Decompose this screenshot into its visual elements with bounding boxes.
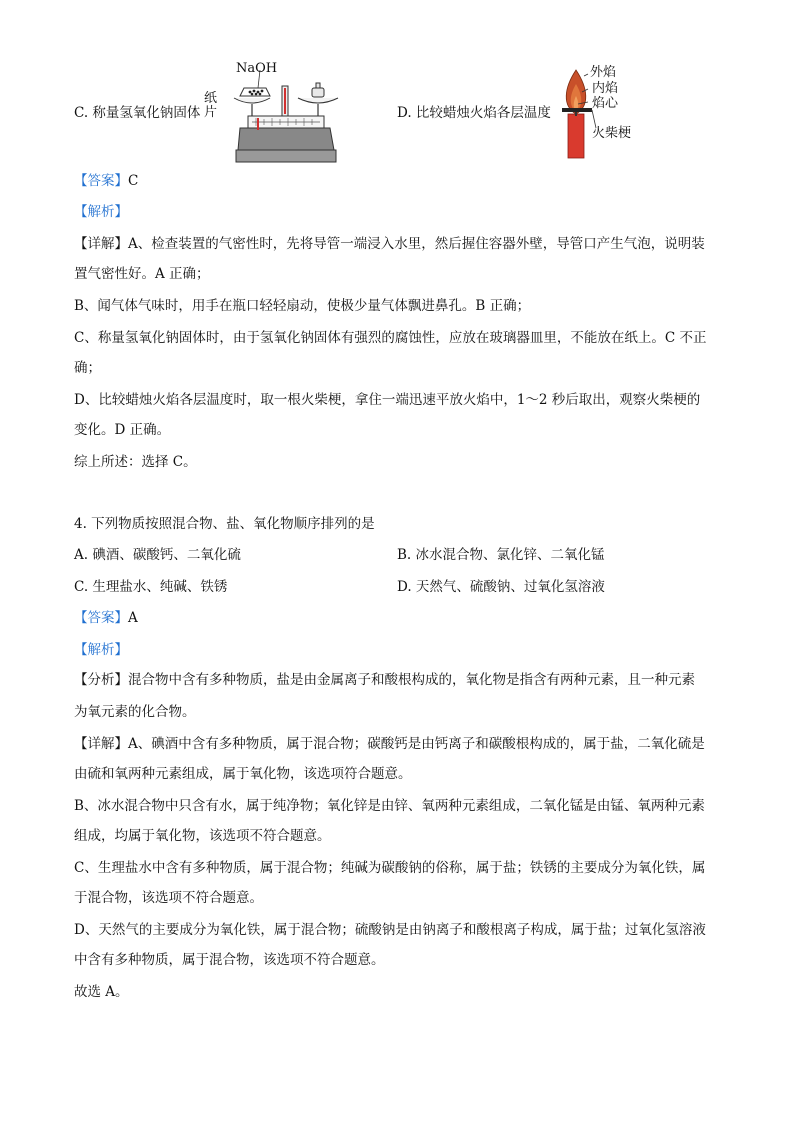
paper-label-2: 片: [204, 105, 218, 120]
answer-value: C: [128, 173, 139, 189]
q3-detail-line: 变化。D 正确。: [74, 422, 171, 438]
q4-option-d: D. 天然气、硫酸钠、过氧化氢溶液: [397, 579, 605, 595]
inner-flame-label: 内焰: [592, 81, 619, 96]
option-c-top: C. 称量氢氧化钠固体: [74, 105, 201, 121]
q4-detail-line: C、生理盐水中含有多种物质，属于混合物；纯碱为碳酸钠的俗称，属于盐；铁锈的主要成分为氧化铁，属: [74, 860, 706, 876]
q3-detail-line: 综上所述：选择 C。: [74, 454, 197, 470]
q4-detail-line: 中含有多种物质，属于混合物，该选项不符合题意。: [74, 952, 385, 968]
answer-value: A: [128, 610, 138, 626]
q4-detail-line: 【详解】A、碘酒中含有多种物质，属于混合物；碳酸钙是由钙离子和碳酸根构成的，属于盐，二氧化硫是: [74, 736, 705, 752]
naoh-label: NaOH: [236, 61, 278, 76]
analysis-text: 混合物中含有多种物质，盐是由金属离子和酸根构成的，氧化物是指含有两种元素，且一种元素: [128, 672, 695, 688]
q3-detail-line: B、闻气体气味时，用手在瓶口轻轻扇动，使极少量气体飘进鼻孔。B 正确；: [74, 298, 531, 314]
q4-answer: [74, 608, 138, 628]
q4-analysis-line: [74, 670, 695, 690]
q3-analysis-tag: 【解析】: [74, 204, 128, 220]
option-d-top: D. 比较蜡烛火焰各层温度: [397, 105, 551, 121]
q4-detail-line: 故选 A。: [74, 984, 129, 1000]
q3-detail-line: C、称量氢氧化钠固体时，由于氢氧化钠固体有强烈的腐蚀性，应放在玻璃器皿里，不能放在纸上。C 不正: [74, 330, 707, 346]
q4-option-b: B. 冰水混合物、氯化锌、二氧化锰: [397, 547, 605, 563]
outer-flame-label: 外焰: [590, 65, 617, 80]
q4-detail-line: 由硫和氧两种元素组成，属于氧化物，该选项符合题意。: [74, 766, 412, 782]
q3-detail-line: 确；: [74, 360, 101, 376]
q3-detail-line: 【详解】A、检查装置的气密性时，先将导管一端浸入水里，然后握住容器外壁，导管口产生气泡，说明装: [74, 236, 705, 252]
q3-detail-line: 置气密性好。A 正确；: [74, 266, 210, 282]
q4-detail-line: B、冰水混合物中只含有水，属于纯净物；氧化锌是由锌、氧两种元素组成，二氧化锰是由锰、氧两种元素: [74, 798, 705, 814]
q3-answer: [74, 171, 138, 191]
paper-label-1: 纸: [204, 91, 218, 106]
q4-detail-line: D、天然气的主要成分为氧化铁，属于混合物；硫酸钠是由钠离子和酸根离子构成，属于盐；过氧化氢溶液: [74, 922, 706, 938]
q4-option-c: C. 生理盐水、纯碱、铁锈: [74, 579, 228, 595]
q3-detail-line: D、比较蜡烛火焰各层温度时，取一根火柴梗，拿住一端迅速平放火焰中，1～2 秒后取出，观察火柴梗的: [74, 392, 701, 408]
q4-detail-line: 组成，均属于氧化物，该选项不符合题意。: [74, 828, 331, 844]
q4-analysis-line: 为氧元素的化合物。: [74, 704, 196, 720]
match-stick-label: 火柴梗: [592, 126, 632, 141]
q4-stem: 4. 下列物质按照混合物、盐、氧化物顺序排列的是: [74, 516, 375, 532]
q4-option-a: A. 碘酒、碳酸钙、二氧化硫: [74, 547, 241, 563]
answer-tag: 【答案】: [74, 173, 128, 189]
q4-analysis-tag: 【解析】: [74, 642, 128, 658]
analysis-label: 【分析】: [74, 672, 128, 688]
flame-core-label: 焰心: [592, 96, 619, 111]
answer-tag: 【答案】: [74, 610, 128, 626]
q4-detail-line: 于混合物，该选项不符合题意。: [74, 890, 263, 906]
